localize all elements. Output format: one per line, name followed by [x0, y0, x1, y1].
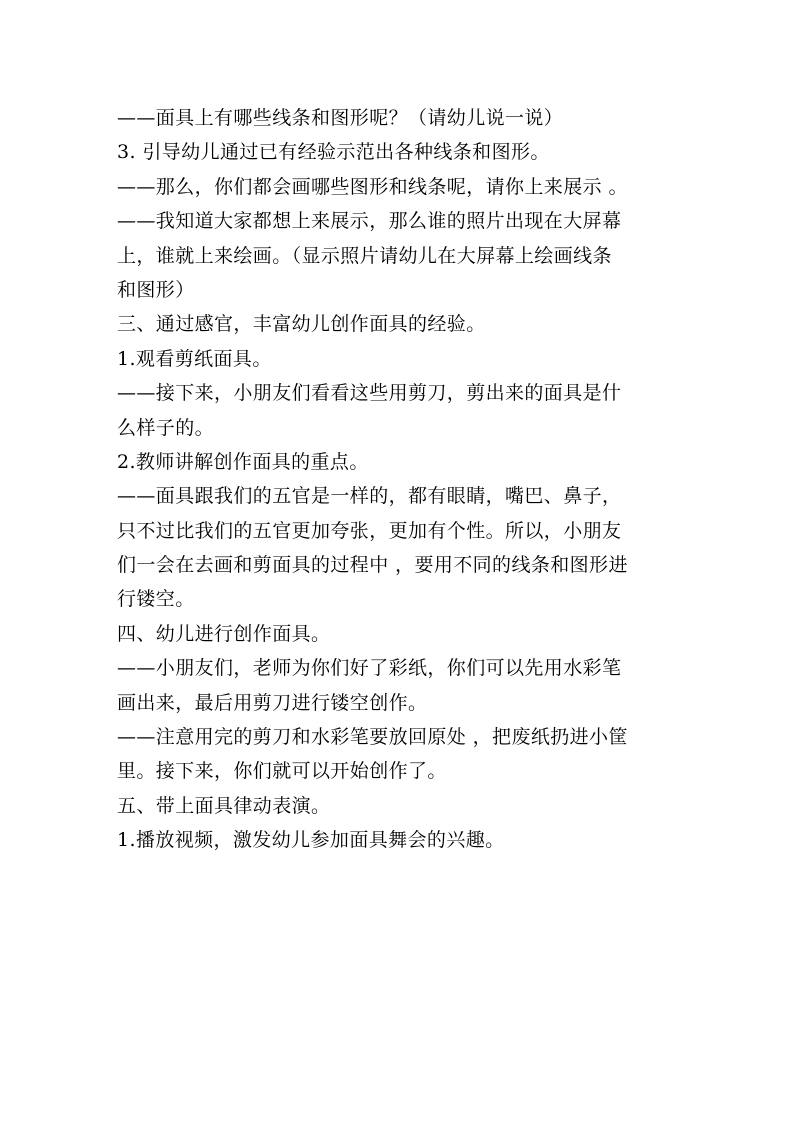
text-line: 和图形） — [117, 278, 195, 301]
text-line: 里。接下来，你们就可以开始创作了。 — [117, 760, 447, 783]
text-line: 1.观看剪纸面具。 — [117, 347, 272, 370]
body-text — [117, 101, 697, 858]
text-line: 么样子的。 — [117, 416, 215, 439]
section-heading: 三、通过感官，丰富幼儿创作面具的经验。 — [117, 313, 486, 336]
text-line: ——小朋友们，老师为你们好了彩纸，你们可以先用水彩笔 — [117, 657, 622, 680]
text-line: ——我知道大家都想上来展示，那么谁的照片出现在大屏幕 — [117, 210, 622, 233]
text-line: 们一会在去画和剪面具的过程中 ，要用不同的线条和图形进 — [117, 554, 628, 577]
text-line: ——面具跟我们的五官是一样的，都有眼睛，嘴巴、鼻子， — [117, 485, 622, 508]
text-line: 画出来，最后用剪刀进行镂空创作。 — [117, 691, 428, 714]
text-line: ——接下来，小朋友们看看这些用剪刀，剪出来的面具是什 — [117, 382, 622, 405]
text-line: 上，谁就上来绘画。（显示照片请幼儿在大屏幕上绘画线条 — [117, 244, 612, 267]
text-line: 3. 引导幼儿通过已有经验示范出各种线条和图形。 — [117, 141, 550, 164]
text-line: 只不过比我们的五官更加夸张，更加有个性。所以，小朋友 — [117, 519, 622, 542]
text-line: 2.教师讲解创作面具的重点。 — [117, 450, 369, 473]
text-line: 1.播放视频，激发幼儿参加面具舞会的兴趣。 — [117, 829, 505, 852]
text-line: ——那么，你们都会画哪些图形和线条呢，请你上来展示 。 — [117, 175, 628, 198]
section-heading: 四、幼儿进行创作面具。 — [117, 622, 331, 645]
text-line: 行镂空。 — [117, 588, 195, 611]
section-heading: 五、带上面具律动表演。 — [117, 794, 331, 817]
text-line: ——面具上有哪些线条和图形呢？（请幼儿说一说） — [117, 107, 564, 129]
text-line: ——注意用完的剪刀和水彩笔要放回原处 ，把废纸扔进小筐 — [117, 726, 628, 749]
